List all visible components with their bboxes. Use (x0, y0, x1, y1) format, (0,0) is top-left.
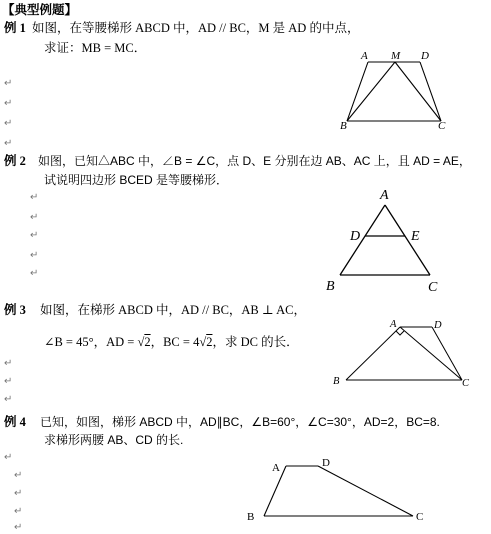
ex2-label-a: A (380, 188, 389, 203)
paragraph-mark: ↵ (4, 452, 13, 463)
ex4-label: 例 4 (4, 415, 26, 429)
ex1-label-a: A (361, 50, 368, 62)
paragraph-mark: ↵ (4, 78, 13, 89)
ex4-text-line2: 求梯形两腰 AB、CD 的长. (44, 433, 184, 447)
ex1-label: 例 1 (4, 21, 26, 35)
ex3-label-b: B (333, 376, 340, 387)
ex1-label-c: C (438, 120, 446, 132)
paragraph-mark: ↵ (14, 488, 23, 499)
paragraph-mark: ↵ (4, 376, 13, 387)
paragraph-mark: ↵ (4, 118, 13, 129)
ex1-label-m: M (391, 50, 401, 62)
paragraph-mark: ↵ (14, 522, 23, 533)
ex1-label-d: D (421, 50, 429, 62)
ex4-text-line1: 已知，如图，梯形 ABCD 中，AD∥BC，∠B=60°，∠C=30°，AD=2，BC=8. (40, 415, 440, 429)
ex3-text-line2: ∠B = 45°，AD = √2，BC = 4√2，求 DC 的长． (44, 335, 299, 349)
ex4-label-a: A (272, 462, 280, 474)
ex2-label-e: E (411, 229, 420, 244)
ex4-label-d: D (322, 457, 330, 469)
section-title: 【典型例题】 (2, 3, 78, 17)
paragraph-mark: ↵ (30, 230, 39, 241)
ex3-label-d: D (434, 320, 442, 331)
paragraph-mark: ↵ (14, 506, 23, 517)
paragraph-mark: ↵ (30, 250, 39, 261)
ex3-text-line1: 如图，在梯形 ABCD 中，AD // BC，AB ⊥ AC， (40, 303, 306, 317)
ex2-label-d: D (350, 229, 361, 244)
paragraph-mark: ↵ (4, 358, 13, 369)
ex2-label-b: B (326, 279, 335, 294)
paragraph-mark: ↵ (14, 470, 23, 481)
paragraph-mark: ↵ (4, 138, 13, 149)
ex2-label: 例 2 (4, 154, 26, 168)
ex2-text-line2: 试说明四边形 BCED 是等腰梯形． (44, 173, 229, 187)
ex4-label-b: B (247, 511, 255, 523)
paragraph-mark: ↵ (30, 192, 39, 203)
ex3-label: 例 3 (4, 303, 26, 317)
paragraph-mark: ↵ (30, 212, 39, 223)
paragraph-mark: ↵ (4, 98, 13, 109)
ex4-label-c: C (416, 511, 424, 523)
ex1-text-line2: 求证：MB = MC． (44, 41, 147, 55)
ex2-label-c: C (428, 280, 438, 295)
ex2-text-line1: 如图，已知△ABC 中，∠B = ∠C，点 D、E 分别在边 AB、AC 上，且 AD = AE， (38, 154, 471, 168)
ex3-label-c: C (462, 378, 470, 389)
ex1-label-b: B (340, 120, 347, 132)
ex3-label-a: A (390, 319, 397, 330)
paragraph-mark: ↵ (4, 394, 13, 405)
ex1-text-line1: 如图，在等腰梯形 ABCD 中，AD // BC，M 是 AD 的中点， (32, 21, 360, 35)
paragraph-mark: ↵ (30, 268, 39, 279)
